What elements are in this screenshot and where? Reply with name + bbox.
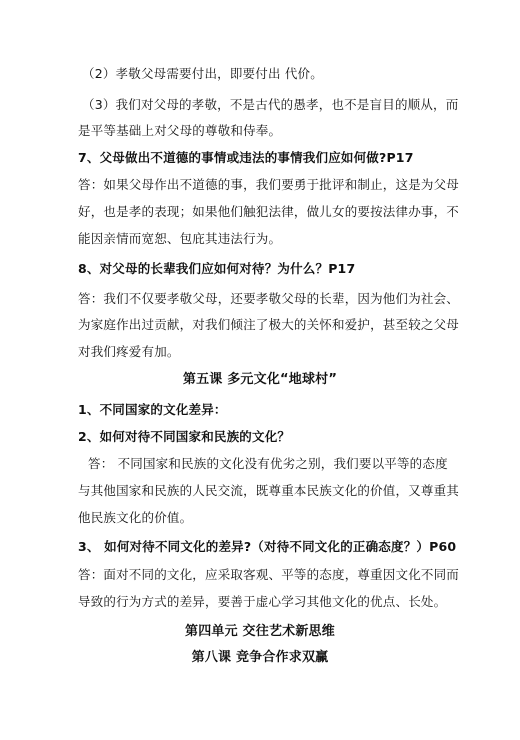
question-heading: 1、不同国家的文化差异： xyxy=(78,402,227,417)
paragraph-line: 答：面对不同的文化，应采取客观、平等的态度，尊重因文化不同而 xyxy=(78,567,460,582)
paragraph-line: 与其他国家和民族的人民交流，既尊重本民族文化的价值，又尊重其 xyxy=(78,483,460,498)
unit-title: 第四单元 交往艺术新思维 xyxy=(185,624,335,639)
paragraph-line: 答： 不同国家和民族的文化没有优劣之别，我们要以平等的态度 xyxy=(88,456,448,471)
question-heading: 3、 如何对待不同文化的差异?（对待不同文化的正确态度？）P60 xyxy=(78,539,457,554)
question-heading: 8、对父母的长辈我们应如何对待？为什么？P17 xyxy=(78,261,356,276)
paragraph-line: （3）我们对父母的孝敬，不是古代的愚孝，也不是盲目的顺从，而 xyxy=(82,97,459,112)
paragraph-line: 能因亲情而宽恕、包庇其违法行为。 xyxy=(78,231,282,246)
question-heading: 2、如何对待不同国家和民族的文化？ xyxy=(78,429,291,444)
question-heading: 7、父母做出不道德的事情或违法的事情我们应如何做?P17 xyxy=(78,150,414,165)
paragraph-line: 是平等基础上对父母的尊敬和侍奉。 xyxy=(78,123,282,138)
paragraph-line: 导致的行为方式的差异，要善于虚心学习其他文化的优点、长处。 xyxy=(78,594,447,609)
paragraph-line: （2）孝敬父母需要付出，即要付出 代价。 xyxy=(82,66,323,81)
paragraph-line: 好，也是孝的表现；如果他们触犯法律，做儿女的要按法律办事，不 xyxy=(78,204,460,219)
paragraph-line: 答：如果父母作出不道德的事，我们要勇于批评和制止，这是为父母 xyxy=(78,177,460,192)
lesson-title: 第五课 多元文化“地球村” xyxy=(182,372,338,387)
paragraph-line: 他民族文化的价值。 xyxy=(78,510,193,525)
paragraph-line: 答：我们不仅要孝敬父母，还要孝敬父母的长辈，因为他们为社会、 xyxy=(78,291,460,306)
paragraph-line: 对我们疼爱有加。 xyxy=(78,344,180,359)
paragraph-line: 为家庭作出过贡献，对我们倾注了极大的关怀和爱护，甚至较之父母 xyxy=(78,317,460,332)
lesson-title: 第八课 竞争合作求双赢 xyxy=(191,650,329,665)
